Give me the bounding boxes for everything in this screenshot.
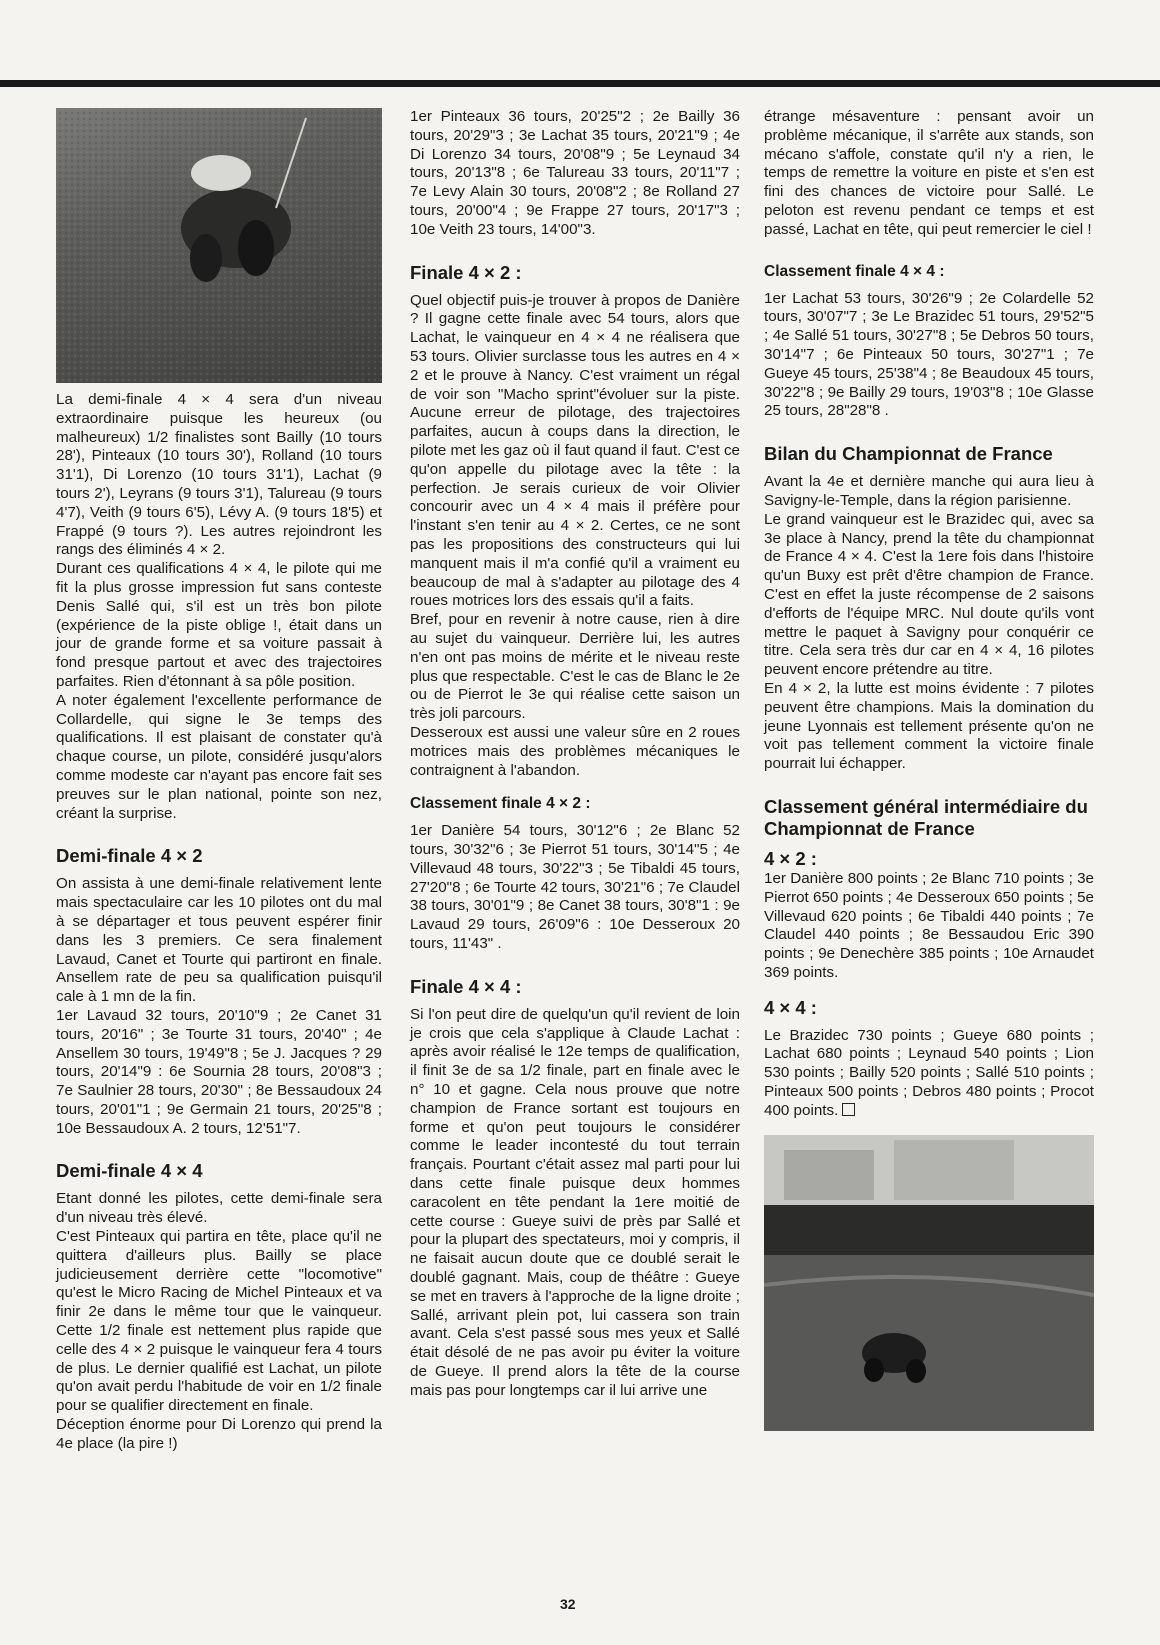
heading-classement-finale-4x2: Classement finale 4 × 2 : xyxy=(410,795,591,813)
col2-paragraph-4: Desseroux est aussi une valeur sûre en 2 roues motrices mais des problèmes mécaniques le contraignent à l'abandon. xyxy=(410,723,740,779)
col3-paragraph-1: étrange mésaventure : pensant avoir un problème mécanique, il s'arrête aux stands, son mécano s'affole, constate qu'il n'y a rien, le temps de remettre la voiture en piste et s'en est fini des chances de victoire pour Sallé. Le peloton est revenu pendant ce temps et est passé, Lachat en tête, qui peut remercier le ciel ! xyxy=(764,108,1094,238)
heading-finale-4x2: Finale 4 × 2 : xyxy=(410,261,522,283)
heading-demi-finale-4x4: Demi-finale 4 × 4 xyxy=(56,1160,203,1182)
heading-demi-finale-4x2: Demi-finale 4 × 2 xyxy=(56,845,203,867)
col1-results-demi-4x2: 1er Lavaud 32 tours, 20'10"9 ; 2e Canet 31 tours, 20'16" ; 3e Tourte 31 tours, 20'40" ; 4e Ansellem 30 tours, 19'49"8 ; 5e J. Jacques ? 29 tours, 20'14"9 : 6e Sournia 28 tours, 20'08"3 ; 7e Saulnier 28 tours, 20'30" ; 8e Bessaudoux 24 tours, 20'01"1 ; 9e Germain 21 tours, 20'25"8 ; 10e Bessaudoux A. 2 tours, 12'51"7. xyxy=(56,1006,382,1137)
heading-general-4x4: 4 × 4 : xyxy=(764,996,817,1018)
column-3 xyxy=(764,108,1094,1431)
col1-paragraph-3: A noter également l'excellente performance de Collardelle, qui signe le 3e temps des qualifications. Il est plaisant de constater qu'à chaque course, un pilote, considéré jusqu'alors comme modeste car n'ayant pas encore fait ses preuves sur le plan national, pointe son nez, créant la surprise. xyxy=(56,691,382,822)
col2-results-finale-4x2: 1er Danière 54 tours, 30'12"6 ; 2e Blanc 52 tours, 30'32"6 ; 3e Pierrot 51 tours, 30'14"5 ; 4e Villevaud 48 tours, 30'22"3 ; 5e Tibaldi 45 tours, 27'20"8 ; 6e Tourte 42 tours, 30'21"6 ; 7e Claudel 38 tours, 30'01"9 ; 8e Canet 38 tours, 30'8"1 : 9e Lavaud 29 tours, 26'09"6 : 10e Desseroux 20 tours, 11'43" . xyxy=(410,822,740,953)
race-car-photo xyxy=(56,108,382,383)
top-rule xyxy=(0,80,1160,87)
end-mark-icon xyxy=(842,1103,855,1116)
col1-paragraph-7: C'est Pinteaux qui partira en tête, place qu'il ne quittera d'ailleurs plus. Bailly se place judicieusement derrière cette "locomotive" qu'est le Micro Racing de Michel Pinteaux et va finir 2e dans le même tour que le vainqueur. Cette 1/2 finale est nettement plus rapide que celle des 4 × 2 puisque le vainqueur fera 4 tours de plus. Le dernier qualifié est Lachat, un pilote qu'on avait perdu l'habitude de voir en 1/2 finale pour se qualifier directement en finale. xyxy=(56,1228,382,1415)
heading-finale-4x4: Finale 4 × 4 : xyxy=(410,975,522,997)
col3-results-finale-4x4: 1er Lachat 53 tours, 30'26"9 ; 2e Colardelle 52 tours, 30'07"7 ; 3e Le Brazidec 51 tours, 29'52"5 ; 4e Sallé 51 tours, 30'27"8 ; 5e Debros 50 tours, 30'14"7 ; 6e Pinteaux 50 tours, 30'27"1 ; 7e Gueye 45 tours, 25'38"4 ; 8e Beaudoux 45 tours, 30'22"8 ; 9e Bailly 29 tours, 19'03"8 ; 10e Glasse 25 tours, 28"28"8 . xyxy=(764,289,1094,420)
heading-classement-general: Classement général intermédiaire du Championnat de France xyxy=(764,795,1088,839)
col1-paragraph-6: Etant donné les pilotes, cette demi-finale sera d'un niveau très élevé. xyxy=(56,1190,382,1227)
col1-paragraph-8: Déception énorme pour Di Lorenzo qui prend la 4e place (la pire !) xyxy=(56,1416,382,1452)
race-car-photo-art xyxy=(56,108,382,383)
col1-paragraph-2: Durant ces qualifications 4 × 4, le pilote qui me fit la plus grosse impression fut sans conteste Denis Sallé qui, s'il est un très bon pilote (expérience de la piste oblige !, était dans un jour de grande forme et sa voiture passait à fond presque partout et avec des trajectoires parfaites. Rien d'étonnant à sa pôle position. xyxy=(56,560,382,690)
race-track-photo-art xyxy=(764,1135,1094,1431)
col3-general-4x2: 1er Danière 800 points ; 2e Blanc 710 points ; 3e Pierrot 650 points ; 4e Desseroux 650 points ; 5e Villevaud 620 points ; 6e Tibaldi 440 points ; 7e Claudel 440 points ; 8e Bessaudou Eric 390 points ; 9e Denechère 385 points ; 10e Arnaudet 369 points. xyxy=(764,869,1094,981)
col3-general-4x4: Le Brazidec 730 points ; Gueye 680 points ; Lachat 680 points ; Leynaud 540 points ; Lion 530 points ; Bailly 520 points ; Sallé 510 points ; Pinteaux 500 points ; Debros 480 points ; Procot 400 points. xyxy=(764,1026,1094,1119)
column-2 xyxy=(410,108,740,1401)
heading-general-4x2: 4 × 2 : xyxy=(764,847,817,869)
race-track-photo xyxy=(764,1135,1094,1431)
heading-classement-finale-4x4: Classement finale 4 × 4 : xyxy=(764,262,945,280)
col3-paragraph-5: En 4 × 2, la lutte est moins évidente : 7 pilotes peuvent être champions. Mais la domination du jeune Lyonnais est tellement présente qu'on ne voit pas tellement comment la victoire finale pourrait lui échapper. xyxy=(764,679,1094,773)
heading-bilan: Bilan du Championnat de France xyxy=(764,443,1053,465)
col1-paragraph-4: On assista à une demi-finale relativement lente mais spectaculaire car les 10 pilotes ont du mal à se départager et tous peuvent espérer finir dans les 3 premiers. Ce sera finalement Lavaud, Canet et Tourte qui partiront en finale. Ansellem rate de peu sa qualification puisqu'il cale à 1 mn de la fin. xyxy=(56,875,382,1006)
page-number: 32 xyxy=(560,1596,576,1612)
col2-paragraph-2: Quel objectif puis-je trouver à propos de Danière ? Il gagne cette finale avec 54 tours, alors que Lachat, le vainqueur en 4 × 4 ne réalisera que 53 tours. Olivier surclasse tous les autres en 4 × 2 et le prouve à Nancy. C'est vraiment un régal de voir son "Macho sprint"évoluer sur la piste. Aucune erreur de pilotage, des trajectoires parfaites, aucun à coups dans la direction, le pilote met les gaz où il faut quand il faut. C'est ce qu'on appelle du pilotage avec la tête : la perfection. Je serais curieux de voir Olivier concourir avec un 4 × 4 mais il préfère pour l'instant s'en tenir au 4 × 2. Certes, ce ne sont pas les propositions des constructeurs qui lui manquent mais il m'a confié qu'il a vraiment eu beaucoup de mal à s'adapter au pilotage des 4 roues motrices lors des essais qu'il a faits. xyxy=(410,291,740,610)
col3-general-4x4-wrap xyxy=(764,1027,1094,1121)
col1-paragraph-1: La demi-finale 4 × 4 sera d'un niveau extraordinaire puisque les heureux (ou malheureux) 1/2 finalistes sont Bailly (10 tours 28'), Pinteaux (10 tours 30'), Rolland (10 tours 31'1), Di Lorenzo (10 tours 31'1), Lachat (9 tours 2'), Leyrans (9 tours 3'1), Talureau (9 tours 4'7), Veith (9 tours 6'5), Lévy A. (9 tours 18'5) et Frappé (9 tours ?). Les autres rejoindront les rangs des éliminés 4 × 2. xyxy=(56,391,382,559)
col2-paragraph-6: Si l'on peut dire de quelqu'un qu'il revient de loin je crois que cela s'applique à Claude Lachat : après avoir réalisé le 12e temps de qualification, il finit 3e de sa 1/2 finale, part en finale avec le n° 10 et gagne. Cela nous prouve que notre champion de France sortant est toujours en forme et qu'on peut toujours le considérer comme le leader incontesté du tout terrain français. Pourtant c'était assez mal parti pour lui dans cette finale puisque deux hommes caracolent en tête pendant la 1ere moitié de cette course : Gueye suivi de près par Sallé et pour la plupart des spectateurs, moi y compris, il ne faisait aucun doute que ce doublé serait le doublé gagnant. Mais, coup de théâtre : Gueye se met en travers à l'approche de la ligne droite ; Sallé, arrivant plein pot, lui cassera son train avant. Cela s'est passé sous mes yeux et Sallé était désolé de ne pas avoir pu éviter la voiture de Gueye. Il prend alors la tête de la course mais pas pour longtemps car il lui arrive une xyxy=(410,1005,740,1399)
column-1 xyxy=(56,108,382,1454)
col3-paragraph-4: Le grand vainqueur est le Brazidec qui, avec sa 3e place à Nancy, prend la tête du championnat de France 4 × 4. C'est la 1ere fois dans l'histoire qu'un Buxy est prêt d'être champion de France. C'est en effet la juste récompense de 2 saisons d'efforts de l'équipe MRC. Nul doute qu'ils vont mettre le paquet à Savigny pour conquérir ce titre. Cela sera très dur car en 4 × 4, 16 pilotes peuvent encore prétendre au titre. xyxy=(764,510,1094,679)
col2-paragraph-3: Bref, pour en revenir à notre cause, rien à dire au sujet du vainqueur. Derrière lui, les autres n'en ont pas moins de mérite et le niveau reste plus que respectable. C'est le cas de Blanc le 2e ou de Pierrot le 3e qui réalise cette saison un très joli parcours. xyxy=(410,611,740,723)
col3-paragraph-3: Avant la 4e et dernière manche qui aura lieu à Savigny-le-Temple, dans la région parisienne. xyxy=(764,473,1094,509)
col2-results-demi-4x4: 1er Pinteaux 36 tours, 20'25"2 ; 2e Bailly 36 tours, 20'29"3 ; 3e Lachat 35 tours, 20'21"9 ; 4e Di Lorenzo 34 tours, 20'08"9 ; 5e Leynaud 34 tours, 20'13"8 ; 6e Talureau 33 tours, 20'11"7 ; 7e Levy Alain 30 tours, 20'08"2 ; 8e Rolland 27 tours, 20'00"4 ; 9e Frappe 27 tours, 20'17"3 ; 10e Veith 23 tours, 14'00"3. xyxy=(410,108,740,238)
